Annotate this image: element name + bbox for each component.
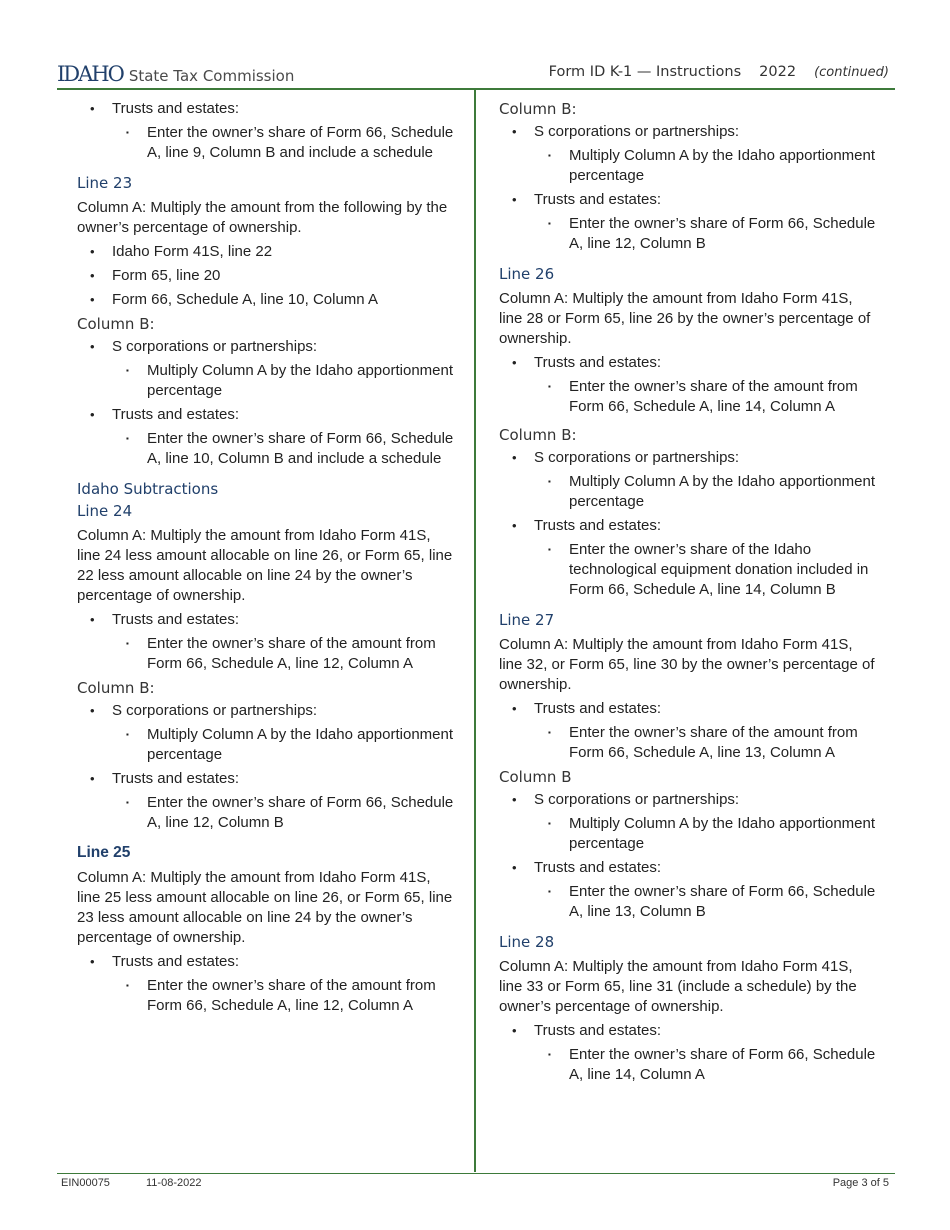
list-item: ▪ Multiply Column A by the Idaho apportionment percentage [534, 814, 879, 854]
heading-line-24: Line 24 [77, 502, 133, 520]
heading-line-26: Line 26 [499, 265, 555, 283]
logo-text: State Tax Commission [128, 67, 295, 85]
list-item: ▪ Enter the owner’s share of the Idaho technological equipment donation included in Form 66, Schedule A, line 14, Column B [534, 540, 879, 600]
paragraph: Column A: Multiply the amount from Idaho Form 41S, line 32, or Form 65, line 30 by the owner’s percentage of ownership. [499, 636, 875, 693]
subheading: Column B: [77, 679, 155, 697]
list-item: • Trusts and estates: ▪ Enter the owner’s share of the amount from Form 66, Schedule A, line 12, Column A [77, 610, 457, 674]
paragraph: Column A: Multiply the amount from Idaho Form 41S, line 28 or Form 65, line 26 by the owner’s percentage of ownership. [499, 290, 871, 347]
logo-mark: IDAHO [57, 62, 123, 86]
list-item: • S corporations or partnerships: ▪ Multiply Column A by the Idaho apportionment percentage [499, 122, 879, 186]
page-footer [57, 1173, 895, 1189]
continued-label: (continued) [814, 65, 889, 80]
form-title: Form ID K-1 — Instructions [548, 64, 742, 80]
list-item: • S corporations or partnerships: ▪ Multiply Column A by the Idaho apportionment percentage [499, 790, 879, 854]
subheading: Column B [499, 768, 572, 786]
form-code: EIN00075 [61, 1177, 110, 1189]
list-item: • Idaho Form 41S, line 22 [77, 242, 457, 262]
header-title [549, 64, 889, 80]
page-header [57, 60, 895, 90]
list-item: • Trusts and estates: ▪ Enter the owner’s share of Form 66, Schedule A, line 10, Column B and include a schedule [77, 405, 457, 469]
list-item: ▪ Multiply Column A by the Idaho apportionment percentage [112, 361, 457, 401]
heading-line-27: Line 27 [499, 611, 555, 629]
list-item: ▪ Enter the owner’s share of Form 66, Schedule A, line 12, Column B [534, 214, 879, 254]
heading-line-25: Line 25 [77, 844, 131, 861]
list-item: • Form 65, line 20 [77, 266, 457, 286]
heading-idaho-subtractions: Idaho Subtractions [77, 480, 219, 498]
list-item: ▪ Enter the owner’s share of Form 66, Schedule A, line 13, Column B [534, 882, 879, 922]
list-item: • Trusts and estates: ▪ Enter the owner’s share of Form 66, Schedule A, line 12, Column B [77, 769, 457, 833]
subheading: Column B: [499, 426, 577, 444]
list-item: ▪ Enter the owner’s share of the amount from Form 66, Schedule A, line 14, Column A [534, 377, 879, 417]
list-item: ▪ Enter the owner’s share of Form 66, Schedule A, line 12, Column B [112, 793, 457, 833]
list-item: ▪ Multiply Column A by the Idaho apportionment percentage [534, 146, 879, 186]
list-item: • S corporations or partnerships: ▪ Multiply Column A by the Idaho apportionment percentage [499, 448, 879, 512]
page-number: Page 3 of 5 [832, 1177, 889, 1189]
list-item: • Trusts and estates: ▪ Enter the owner’s share of Form 66, Schedule A, line 14, Column A [499, 1021, 879, 1085]
heading-line-23: Line 23 [77, 174, 133, 192]
list-item: • Trusts and estates: ▪ Enter the owner’s share of the amount from Form 66, Schedule A, line 13, Column A [499, 699, 879, 763]
right-column [499, 99, 879, 1089]
list-item: • S corporations or partnerships: ▪ Multiply Column A by the Idaho apportionment percentage [77, 337, 457, 401]
list-item: ▪ Enter the owner’s share of the amount from Form 66, Schedule A, line 12, Column A [112, 976, 457, 1016]
form-year: 2022 [759, 64, 797, 80]
list-item: ▪ Enter the owner’s share of the amount from Form 66, Schedule A, line 13, Column A [534, 723, 879, 763]
left-column [77, 99, 457, 1020]
list-item: ▪ Enter the owner’s share of the amount from Form 66, Schedule A, line 12, Column A [112, 634, 457, 674]
paragraph: Column A: Multiply the amount from Idaho Form 41S, line 33 or Form 65, line 31 (include a schedule) by the owner’s percentage of ownership. [499, 958, 857, 1015]
subheading: Column B: [77, 315, 155, 333]
revision-date: 11-08-2022 [146, 1177, 202, 1189]
list-item: • Form 66, Schedule A, line 10, Column A [77, 290, 457, 310]
list-item: ▪ Enter the owner’s share of Form 66, Schedule A, line 14, Column A [534, 1045, 879, 1085]
heading-line-28: Line 28 [499, 933, 555, 951]
list-item: • Trusts and estates: ▪ Enter the owner’s share of Form 66, Schedule A, line 13, Column B [499, 858, 879, 922]
list-item: • Trusts and estates: ▪ Enter the owner’s share of the amount from Form 66, Schedule A, line 12, Column A [77, 952, 457, 1016]
list-item: ▪ Multiply Column A by the Idaho apportionment percentage [112, 725, 457, 765]
idaho-logo [57, 62, 294, 86]
list-item: • Trusts and estates: ▪ Enter the owner’s share of the amount from Form 66, Schedule A, line 14, Column A [499, 353, 879, 417]
list-item: ▪ Enter the owner’s share of Form 66, Schedule A, line 9, Column B and include a schedule [112, 123, 457, 163]
list-item: ▪ Multiply Column A by the Idaho apportionment percentage [534, 472, 879, 512]
paragraph: Column A: Multiply the amount from the following by the owner’s percentage of ownership. [77, 199, 448, 236]
paragraph: Column A: Multiply the amount from Idaho Form 41S, line 24 less amount allocable on line 26, or Form 65, line 22 less amount allocable on line 24 by the owner’s percentage of ownership. [77, 527, 453, 604]
list-item: • Trusts and estates: ▪ Enter the owner’s share of the Idaho technological equipment donation included in Form 66, Schedule A, line 14, Column B [499, 516, 879, 600]
subheading: Column B: [499, 100, 577, 118]
list-item: • S corporations or partnerships: ▪ Multiply Column A by the Idaho apportionment percentage [77, 701, 457, 765]
column-divider [474, 90, 476, 1172]
list-item: • Trusts and estates: ▪ Enter the owner’s share of Form 66, Schedule A, line 9, Column B and include a schedule [77, 99, 457, 163]
list-item: • Trusts and estates: ▪ Enter the owner’s share of Form 66, Schedule A, line 12, Column B [499, 190, 879, 254]
list-item: ▪ Enter the owner’s share of Form 66, Schedule A, line 10, Column B and include a schedule [112, 429, 457, 469]
paragraph: Column A: Multiply the amount from Idaho Form 41S, line 25 less amount allocable on line 26, or Form 65, line 23 less amount allocable on line 24 by the owner’s percentage of ownership. [77, 869, 453, 946]
